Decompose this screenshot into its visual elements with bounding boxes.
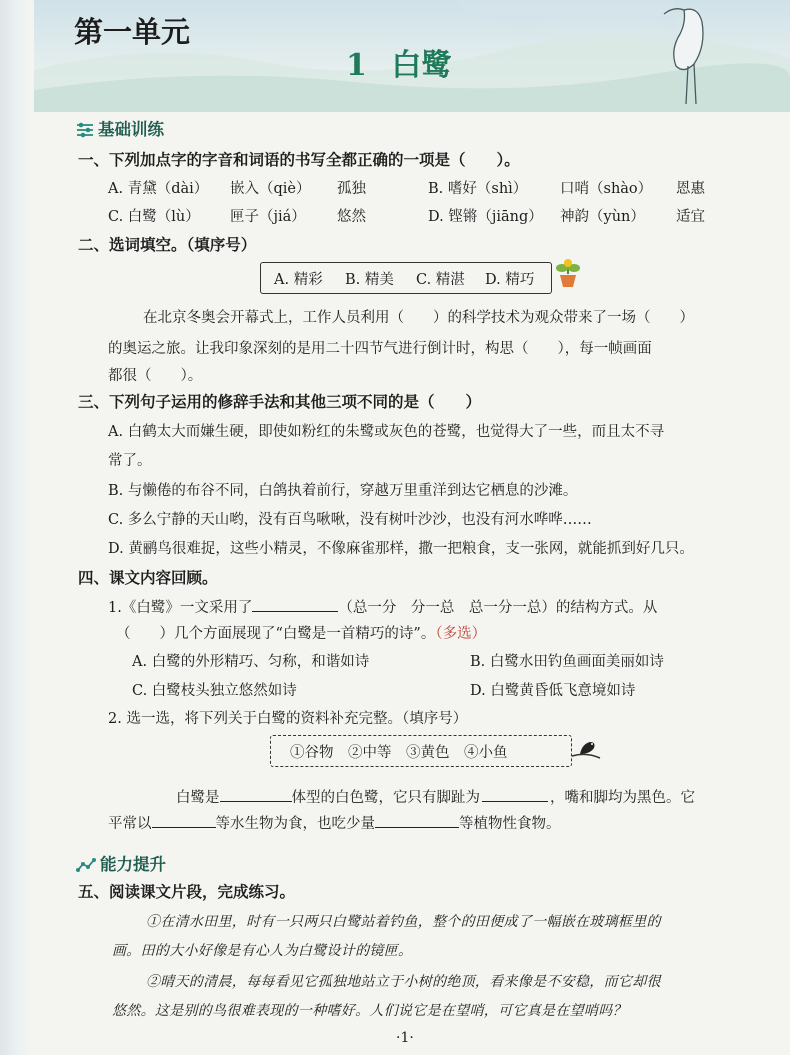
q4-sub1-line1: 1.《白鹭》一文采用了 （总一分 分一总 总一分一总）的结构方式。从	[108, 595, 657, 617]
q5-passage-p2-line1: ②晴天的清晨，每每看见它孤独地站立于小树的绝顶，看来像是不安稳，而它却很	[146, 974, 661, 990]
plant-food-blank[interactable]	[375, 811, 459, 828]
q1-option-a-word1: 嵌入（qiè）	[230, 181, 311, 197]
main-food-blank[interactable]	[152, 811, 216, 828]
q2-word-c: C. 精湛	[416, 272, 465, 288]
toe-color-blank[interactable]	[482, 785, 548, 802]
q2-passage-line1: 在北京冬奥会开幕式上，工作人员利用（ ）的科学技术为观众带来了一场（ ）	[143, 310, 694, 326]
q1-option-d-word2: 适宜	[676, 209, 705, 225]
q4-option-c: C. 白鹭枝头独立悠然如诗	[132, 683, 297, 699]
body-size-blank[interactable]	[220, 785, 292, 802]
q1-option-d: D. 铿锵（jiāng）	[428, 209, 543, 225]
multi-select-note: （多选）	[435, 626, 487, 642]
q4-sub1-line2: （ ）几个方面展现了“白鹭是一首精巧的诗”。（多选）	[116, 626, 487, 642]
q5-passage-p1-line1: ①在清水田里，时有一只两只白鹭站着钓鱼，整个的田便成了一幅嵌在玻璃框里的	[146, 914, 661, 930]
lesson-title	[346, 40, 451, 84]
q2-passage-line3: 都很（ ）。	[108, 368, 203, 384]
q3-option-c: C. 多么宁静的天山哟，没有百鸟啾啾，没有树叶沙沙，也没有河水哗哗……	[108, 512, 592, 528]
q4-option-d: D. 白鹭黄昏低飞意境如诗	[470, 683, 636, 699]
q4-fill-line2: 平常以 等水生物为食，也吃少量 等植物性食物。	[108, 811, 561, 833]
q4-stem: 四、课文内容回顾。	[78, 568, 218, 587]
q4-choices: ①谷物 ②中等 ③黄色 ④小鱼	[290, 745, 508, 761]
q1-option-b: B. 嗜好（shì）	[428, 181, 528, 197]
q5-stem: 五、阅读课文片段，完成练习。	[78, 882, 296, 901]
q4-sub2-stem: 2. 选一选，将下列关于白鹭的资料补充完整。（填序号）	[108, 711, 468, 727]
q1-option-a-word2: 孤独	[337, 181, 366, 197]
lesson-number: 1	[346, 48, 367, 83]
bird-on-branch-icon	[570, 736, 602, 766]
q4-option-b: B. 白鹭水田钓鱼画面美丽如诗	[470, 654, 664, 670]
q3-option-d: D. 黄鹂鸟很难捉，这些小精灵，不像麻雀那样，撒一把粮食，支一张网，就能抓到好几只。	[108, 541, 694, 557]
q2-word-b: B. 精美	[345, 272, 394, 288]
lesson-name: 白鹭	[391, 48, 452, 83]
q4-fill-line1: 白鹭是 体型的白色鹭，它只有脚趾为 ，嘴和脚均为黑色。它	[176, 785, 695, 807]
section-ability: 能力提升	[76, 851, 166, 877]
q3-option-a-line2: 常了。	[108, 453, 152, 469]
q1-stem: 一、下列加点字的字音和词语的书写全都正确的一项是（ ）。	[78, 150, 520, 169]
q1-option-c: C. 白鹭（lù）	[108, 209, 200, 225]
section-basic-training: 基础训练	[76, 116, 164, 142]
q2-stem: 二、选词填空。（填序号）	[78, 235, 257, 254]
q4-option-a: A. 白鹭的外形精巧、匀称，和谐如诗	[132, 654, 370, 670]
flower-pot-icon	[555, 258, 581, 292]
q2-word-d: D. 精巧	[485, 272, 535, 288]
sliders-icon	[76, 122, 94, 142]
q4-structure-blank[interactable]	[252, 595, 338, 612]
q3-option-a-line1: A. 白鹤太大而嫌生硬，即使如粉红的朱鹭或灰色的苍鹭，也觉得大了一些，而且太不寻	[108, 424, 665, 440]
q1-option-c-word2: 悠然	[337, 209, 366, 225]
q1-option-c-word1: 匣子（jiá）	[230, 209, 306, 225]
unit-title: 第一单元	[74, 15, 191, 49]
q5-passage-p1-line2: 画。田的大小好像是有心人为白鹭设计的镜匣。	[112, 943, 413, 959]
q1-option-b-word1: 口哨（shào）	[560, 181, 653, 197]
q2-passage-line2: 的奥运之旅。让我印象深刻的是用二十四节气进行倒计时，构思（ ），每一帧画面	[108, 341, 652, 357]
page-number: ·1·	[396, 1030, 414, 1046]
q3-stem: 三、下列句子运用的修辞手法和其他三项不同的是（ ）	[78, 392, 482, 411]
q1-option-b-word2: 恩惠	[676, 181, 705, 197]
q1-option-d-word1: 神韵（yùn）	[560, 209, 645, 225]
q2-word-a: A. 精彩	[274, 272, 323, 288]
q5-passage-p2-line2: 悠然。这是别的鸟很难表现的一种嗜好。人们说它是在望哨，可它真是在望哨吗？	[112, 1003, 627, 1019]
q3-option-b: B. 与懒倦的布谷不同，白鸽执着前行，穿越万里重洋到达它栖息的沙滩。	[108, 483, 578, 499]
q1-option-a: A. 青黛（dài）	[108, 181, 209, 197]
book-spine-shadow	[0, 0, 34, 1055]
trend-chart-icon	[76, 857, 96, 877]
